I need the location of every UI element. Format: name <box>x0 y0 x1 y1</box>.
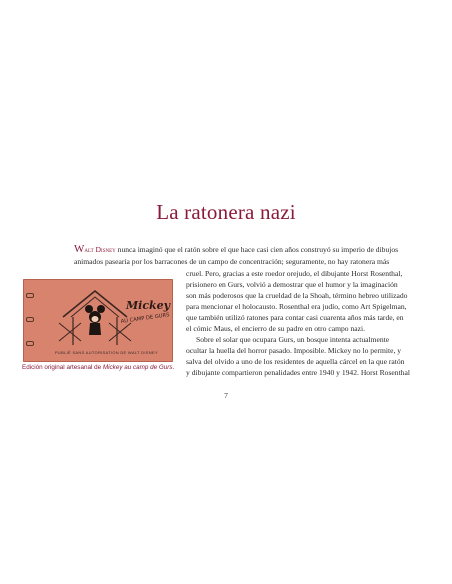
album-footer: PUBLIÉ SANS AUTORISATION DE WALT DISNEY <box>55 350 158 355</box>
page-title: La ratonera nazi <box>156 200 296 224</box>
mickey-ear <box>97 305 105 313</box>
album-subtitle: AU CAMP DE GURS <box>120 312 170 325</box>
paragraph-line: ocultar la huella del horror pasado. Imposible. Mickey no lo permite, y <box>186 346 402 355</box>
album-cover <box>23 279 173 362</box>
mickey-ear <box>85 305 93 313</box>
caption-book-title: Mickey au camp de Gurs <box>102 364 173 371</box>
author-name: alt Disney <box>84 245 116 254</box>
drop-letter: W <box>74 243 85 255</box>
mickey-body <box>89 323 101 335</box>
album-figure <box>23 279 173 362</box>
intro-line-2: animados pasearía por los barracones de un campo de concentración; seguramente, no hay ratonera más <box>74 257 390 266</box>
caption-text: Edición original artesanal de <box>22 364 103 371</box>
paragraph-line: Sobre el solar que ocupara Gurs, un bosque intenta actualmente <box>196 335 390 344</box>
paragraph-line: y dibujante compartieron penalidades entre 1940 y 1942. Horst Rosenthal <box>186 368 410 377</box>
intro-line-1 <box>74 244 398 255</box>
album-title: Mickey <box>126 299 171 312</box>
paragraph-line: son más poderosos que la crueldad de la Shoah, término hebreo utilizado <box>186 291 408 300</box>
paragraph-line: el cómic Maus, el encierro de su padre en otro campo nazi. <box>186 324 366 333</box>
mickey-face <box>92 316 99 322</box>
intro-line-1-text: nunca imaginó que el ratón sobre el que hace casi cien años construyó su imperio de dibujos <box>115 245 399 254</box>
paragraph-line: cruel. Pero, gracias a este roedor orejudo, el dibujante Horst Rosenthal, <box>186 269 403 278</box>
paragraph-line: para mencionar el holocausto. Rosenthal era judío, como Art Spigelman, <box>186 302 407 311</box>
paragraph-line: salva del olvido a uno de los residentes de aquella cárcel en la que ratón <box>186 357 405 366</box>
page-number: 7 <box>224 391 228 400</box>
paragraph-line: prisionero en Gurs, volvió a demostrar que el humor y la imaginación <box>186 280 398 289</box>
figure-caption <box>22 364 182 371</box>
caption-end: . <box>172 364 175 371</box>
paragraph-line: que también utilizó ratones para contar casi cuarenta años más tarde, en <box>186 313 404 322</box>
